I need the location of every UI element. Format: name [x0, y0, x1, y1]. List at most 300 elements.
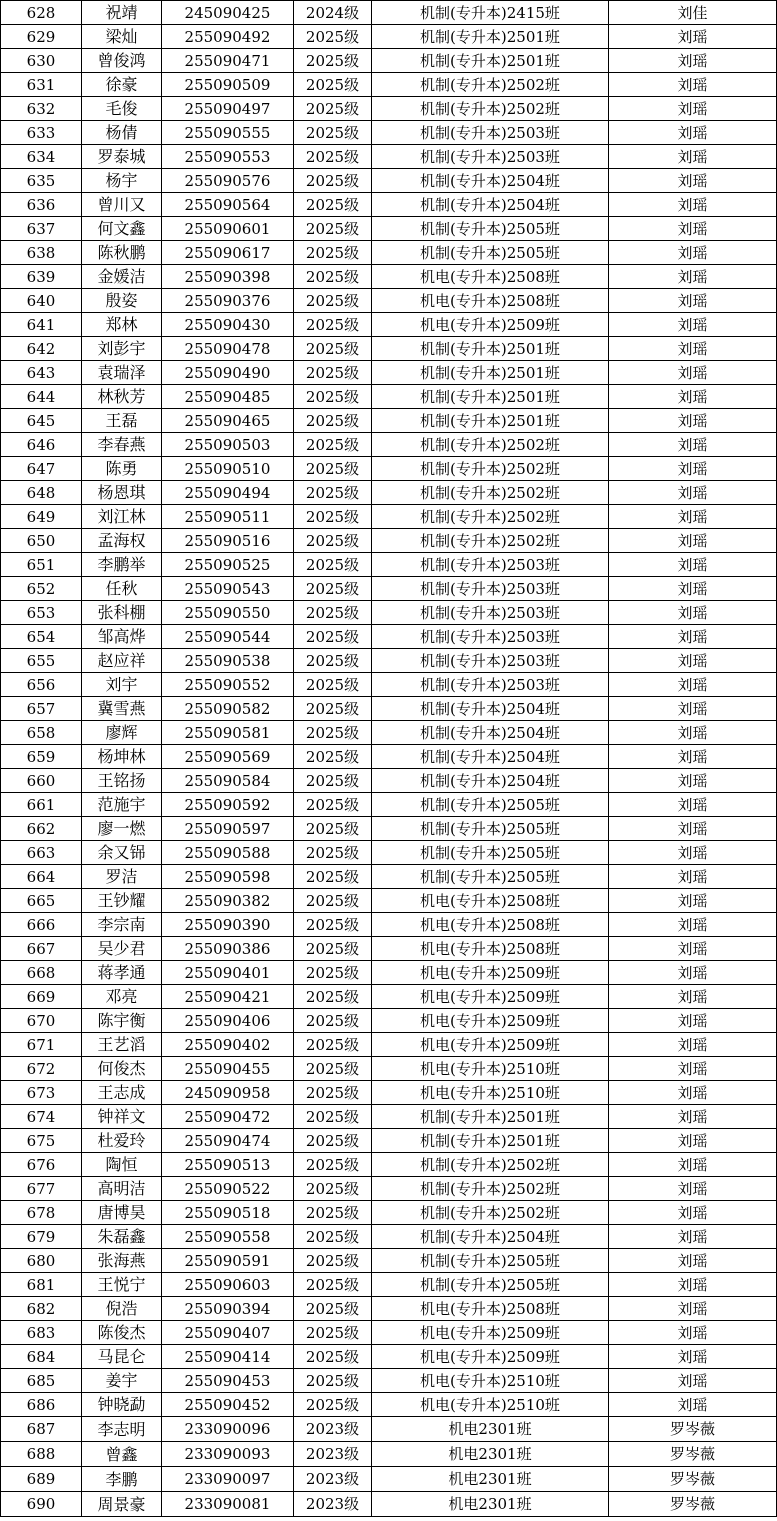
- advisor-name-cell: 刘瑶: [609, 1201, 777, 1225]
- advisor-name-cell: 刘瑶: [609, 1249, 777, 1273]
- student-name-cell: 杨坤林: [82, 745, 162, 769]
- advisor-name-cell: 刘瑶: [609, 985, 777, 1009]
- student-id-cell: 255090494: [162, 481, 294, 505]
- advisor-name-cell: 刘瑶: [609, 1345, 777, 1369]
- student-name-cell: 王铭扬: [82, 769, 162, 793]
- grade-year-cell: 2025级: [294, 385, 372, 409]
- advisor-name-cell: 刘瑶: [609, 793, 777, 817]
- advisor-name-cell: 刘瑶: [609, 553, 777, 577]
- student-id-cell: 255090550: [162, 601, 294, 625]
- grade-year-cell: 2025级: [294, 889, 372, 913]
- student-id-cell: 255090581: [162, 721, 294, 745]
- student-id-cell: 255090558: [162, 1225, 294, 1249]
- table-row: [1, 817, 777, 841]
- grade-year-cell: 2023级: [294, 1492, 372, 1517]
- student-id-cell: 255090401: [162, 961, 294, 985]
- student-name-cell: 余又铞: [82, 841, 162, 865]
- row-number-cell: 645: [1, 409, 82, 433]
- class-name-cell: 机电(专升本)2508班: [372, 265, 609, 289]
- grade-year-cell: 2025级: [294, 49, 372, 73]
- student-id-cell: 255090402: [162, 1033, 294, 1057]
- table-row: [1, 553, 777, 577]
- row-number-cell: 636: [1, 193, 82, 217]
- class-name-cell: 机制(专升本)2505班: [372, 1249, 609, 1273]
- table-row: [1, 361, 777, 385]
- table-row: [1, 481, 777, 505]
- advisor-name-cell: 刘瑶: [609, 1393, 777, 1417]
- grade-year-cell: 2025级: [294, 1057, 372, 1081]
- table-row: [1, 73, 777, 97]
- row-number-cell: 688: [1, 1442, 82, 1467]
- row-number-cell: 663: [1, 841, 82, 865]
- student-name-cell: 梁灿: [82, 25, 162, 49]
- student-id-cell: 233090081: [162, 1492, 294, 1517]
- class-name-cell: 机制(专升本)2502班: [372, 1153, 609, 1177]
- row-number-cell: 654: [1, 625, 82, 649]
- class-name-cell: 机制(专升本)2501班: [372, 49, 609, 73]
- row-number-cell: 676: [1, 1153, 82, 1177]
- class-name-cell: 机电(专升本)2510班: [372, 1369, 609, 1393]
- student-id-cell: 255090555: [162, 121, 294, 145]
- row-number-cell: 680: [1, 1249, 82, 1273]
- advisor-name-cell: 刘瑶: [609, 529, 777, 553]
- advisor-name-cell: 刘瑶: [609, 505, 777, 529]
- row-number-cell: 678: [1, 1201, 82, 1225]
- table-row: [1, 49, 777, 73]
- advisor-name-cell: 刘瑶: [609, 73, 777, 97]
- advisor-name-cell: 刘瑶: [609, 649, 777, 673]
- class-name-cell: 机制(专升本)2504班: [372, 745, 609, 769]
- student-name-cell: 陈宇衡: [82, 1009, 162, 1033]
- row-number-cell: 655: [1, 649, 82, 673]
- grade-year-cell: 2025级: [294, 865, 372, 889]
- advisor-name-cell: 刘瑶: [609, 577, 777, 601]
- student-name-cell: 杨宇: [82, 169, 162, 193]
- student-name-cell: 罗洁: [82, 865, 162, 889]
- student-id-cell: 255090407: [162, 1321, 294, 1345]
- class-name-cell: 机电(专升本)2509班: [372, 1321, 609, 1345]
- student-name-cell: 唐博昊: [82, 1201, 162, 1225]
- student-name-cell: 刘宇: [82, 673, 162, 697]
- advisor-name-cell: 刘瑶: [609, 1081, 777, 1105]
- grade-year-cell: 2025级: [294, 25, 372, 49]
- advisor-name-cell: 刘瑶: [609, 769, 777, 793]
- student-id-cell: 255090386: [162, 937, 294, 961]
- student-name-cell: 邹高烨: [82, 625, 162, 649]
- advisor-name-cell: 刘瑶: [609, 865, 777, 889]
- advisor-name-cell: 刘瑶: [609, 913, 777, 937]
- class-name-cell: 机制(专升本)2503班: [372, 577, 609, 601]
- grade-year-cell: 2025级: [294, 409, 372, 433]
- table-row: [1, 289, 777, 313]
- class-name-cell: 机制(专升本)2503班: [372, 649, 609, 673]
- advisor-name-cell: 刘瑶: [609, 1033, 777, 1057]
- row-number-cell: 651: [1, 553, 82, 577]
- table-row: [1, 1177, 777, 1201]
- row-number-cell: 641: [1, 313, 82, 337]
- grade-year-cell: 2025级: [294, 601, 372, 625]
- class-name-cell: 机制(专升本)2505班: [372, 865, 609, 889]
- row-number-cell: 662: [1, 817, 82, 841]
- row-number-cell: 681: [1, 1273, 82, 1297]
- student-name-cell: 吴少君: [82, 937, 162, 961]
- student-name-cell: 李宗南: [82, 913, 162, 937]
- table-row: [1, 265, 777, 289]
- row-number-cell: 649: [1, 505, 82, 529]
- table-row: [1, 1442, 777, 1467]
- row-number-cell: 637: [1, 217, 82, 241]
- row-number-cell: 682: [1, 1297, 82, 1321]
- advisor-name-cell: 罗岑薇: [609, 1492, 777, 1517]
- student-id-cell: 255090538: [162, 649, 294, 673]
- grade-year-cell: 2025级: [294, 313, 372, 337]
- row-number-cell: 690: [1, 1492, 82, 1517]
- grade-year-cell: 2025级: [294, 1129, 372, 1153]
- grade-year-cell: 2025级: [294, 1321, 372, 1345]
- row-number-cell: 669: [1, 985, 82, 1009]
- student-name-cell: 任秋: [82, 577, 162, 601]
- row-number-cell: 668: [1, 961, 82, 985]
- grade-year-cell: 2025级: [294, 1225, 372, 1249]
- row-number-cell: 635: [1, 169, 82, 193]
- student-name-cell: 陈勇: [82, 457, 162, 481]
- row-number-cell: 643: [1, 361, 82, 385]
- student-id-cell: 255090406: [162, 1009, 294, 1033]
- grade-year-cell: 2025级: [294, 1393, 372, 1417]
- student-name-cell: 朱磊鑫: [82, 1225, 162, 1249]
- advisor-name-cell: 刘瑶: [609, 433, 777, 457]
- student-id-cell: 255090430: [162, 313, 294, 337]
- student-name-cell: 王艺滔: [82, 1033, 162, 1057]
- advisor-name-cell: 刘瑶: [609, 1105, 777, 1129]
- student-id-cell: 255090543: [162, 577, 294, 601]
- student-id-cell: 255090617: [162, 241, 294, 265]
- class-name-cell: 机电(专升本)2510班: [372, 1057, 609, 1081]
- student-id-cell: 255090584: [162, 769, 294, 793]
- row-number-cell: 683: [1, 1321, 82, 1345]
- table-row: [1, 937, 777, 961]
- grade-year-cell: 2025级: [294, 241, 372, 265]
- advisor-name-cell: 刘瑶: [609, 385, 777, 409]
- table-row: [1, 1393, 777, 1417]
- student-id-cell: 255090390: [162, 913, 294, 937]
- class-name-cell: 机电(专升本)2509班: [372, 1345, 609, 1369]
- student-id-cell: 255090544: [162, 625, 294, 649]
- student-name-cell: 曾俊鸿: [82, 49, 162, 73]
- grade-year-cell: 2025级: [294, 433, 372, 457]
- student-id-cell: 255090569: [162, 745, 294, 769]
- class-name-cell: 机制(专升本)2504班: [372, 193, 609, 217]
- row-number-cell: 638: [1, 241, 82, 265]
- grade-year-cell: 2025级: [294, 1369, 372, 1393]
- advisor-name-cell: 刘瑶: [609, 1057, 777, 1081]
- class-name-cell: 机制(专升本)2505班: [372, 841, 609, 865]
- grade-year-cell: 2025级: [294, 265, 372, 289]
- grade-year-cell: 2025级: [294, 673, 372, 697]
- student-name-cell: 邓亮: [82, 985, 162, 1009]
- table-row: [1, 1417, 777, 1442]
- table-row: [1, 673, 777, 697]
- student-id-cell: 255090564: [162, 193, 294, 217]
- class-name-cell: 机电2301班: [372, 1442, 609, 1467]
- student-id-cell: 255090478: [162, 337, 294, 361]
- student-id-cell: 255090382: [162, 889, 294, 913]
- class-name-cell: 机制(专升本)2501班: [372, 385, 609, 409]
- class-name-cell: 机制(专升本)2502班: [372, 505, 609, 529]
- student-id-cell: 255090511: [162, 505, 294, 529]
- class-name-cell: 机电2301班: [372, 1467, 609, 1492]
- grade-year-cell: 2025级: [294, 553, 372, 577]
- class-name-cell: 机电(专升本)2508班: [372, 289, 609, 313]
- row-number-cell: 628: [1, 1, 82, 25]
- row-number-cell: 659: [1, 745, 82, 769]
- student-name-cell: 蒋孝通: [82, 961, 162, 985]
- roster-body: [1, 1, 777, 1517]
- row-number-cell: 661: [1, 793, 82, 817]
- grade-year-cell: 2025级: [294, 457, 372, 481]
- advisor-name-cell: 刘瑶: [609, 601, 777, 625]
- grade-year-cell: 2025级: [294, 937, 372, 961]
- student-id-cell: 255090525: [162, 553, 294, 577]
- class-name-cell: 机制(专升本)2415班: [372, 1, 609, 25]
- advisor-name-cell: 刘瑶: [609, 625, 777, 649]
- student-id-cell: 255090591: [162, 1249, 294, 1273]
- advisor-name-cell: 刘瑶: [609, 361, 777, 385]
- student-id-cell: 255090465: [162, 409, 294, 433]
- row-number-cell: 672: [1, 1057, 82, 1081]
- student-id-cell: 233090093: [162, 1442, 294, 1467]
- student-id-cell: 255090522: [162, 1177, 294, 1201]
- class-name-cell: 机制(专升本)2503班: [372, 121, 609, 145]
- student-name-cell: 林秋芳: [82, 385, 162, 409]
- class-name-cell: 机制(专升本)2502班: [372, 73, 609, 97]
- grade-year-cell: 2025级: [294, 1201, 372, 1225]
- student-id-cell: 245090425: [162, 1, 294, 25]
- table-row: [1, 889, 777, 913]
- student-name-cell: 王磊: [82, 409, 162, 433]
- advisor-name-cell: 刘瑶: [609, 889, 777, 913]
- student-id-cell: 255090510: [162, 457, 294, 481]
- table-row: [1, 1345, 777, 1369]
- student-id-cell: 255090597: [162, 817, 294, 841]
- student-name-cell: 袁瑞泽: [82, 361, 162, 385]
- table-row: [1, 145, 777, 169]
- row-number-cell: 667: [1, 937, 82, 961]
- grade-year-cell: 2025级: [294, 697, 372, 721]
- table-row: [1, 913, 777, 937]
- table-row: [1, 217, 777, 241]
- table-row: [1, 97, 777, 121]
- student-name-cell: 王悦宁: [82, 1273, 162, 1297]
- row-number-cell: 658: [1, 721, 82, 745]
- student-name-cell: 范施宇: [82, 793, 162, 817]
- student-name-cell: 杨恩琪: [82, 481, 162, 505]
- class-name-cell: 机电(专升本)2510班: [372, 1081, 609, 1105]
- class-name-cell: 机制(专升本)2502班: [372, 97, 609, 121]
- class-name-cell: 机制(专升本)2504班: [372, 721, 609, 745]
- table-row: [1, 961, 777, 985]
- row-number-cell: 660: [1, 769, 82, 793]
- student-name-cell: 李鹏举: [82, 553, 162, 577]
- student-id-cell: 255090503: [162, 433, 294, 457]
- advisor-name-cell: 刘瑶: [609, 745, 777, 769]
- grade-year-cell: 2025级: [294, 1153, 372, 1177]
- grade-year-cell: 2025级: [294, 73, 372, 97]
- table-row: [1, 577, 777, 601]
- grade-year-cell: 2025级: [294, 217, 372, 241]
- row-number-cell: 670: [1, 1009, 82, 1033]
- class-name-cell: 机制(专升本)2504班: [372, 169, 609, 193]
- student-id-cell: 245090958: [162, 1081, 294, 1105]
- advisor-name-cell: 刘瑶: [609, 817, 777, 841]
- row-number-cell: 630: [1, 49, 82, 73]
- grade-year-cell: 2025级: [294, 1345, 372, 1369]
- row-number-cell: 677: [1, 1177, 82, 1201]
- student-name-cell: 金媛洁: [82, 265, 162, 289]
- advisor-name-cell: 刘瑶: [609, 1129, 777, 1153]
- student-id-cell: 255090490: [162, 361, 294, 385]
- row-number-cell: 631: [1, 73, 82, 97]
- grade-year-cell: 2025级: [294, 1009, 372, 1033]
- advisor-name-cell: 刘瑶: [609, 241, 777, 265]
- student-name-cell: 高明洁: [82, 1177, 162, 1201]
- class-name-cell: 机制(专升本)2503班: [372, 145, 609, 169]
- class-name-cell: 机制(专升本)2505班: [372, 793, 609, 817]
- student-name-cell: 毛俊: [82, 97, 162, 121]
- student-name-cell: 孟海权: [82, 529, 162, 553]
- student-name-cell: 刘彭宇: [82, 337, 162, 361]
- grade-year-cell: 2025级: [294, 121, 372, 145]
- row-number-cell: 687: [1, 1417, 82, 1442]
- student-name-cell: 陈俊杰: [82, 1321, 162, 1345]
- student-id-cell: 255090471: [162, 49, 294, 73]
- student-name-cell: 赵应祥: [82, 649, 162, 673]
- student-name-cell: 倪浩: [82, 1297, 162, 1321]
- student-name-cell: 张科棚: [82, 601, 162, 625]
- class-name-cell: 机电(专升本)2509班: [372, 961, 609, 985]
- student-id-cell: 233090097: [162, 1467, 294, 1492]
- row-number-cell: 679: [1, 1225, 82, 1249]
- class-name-cell: 机制(专升本)2503班: [372, 625, 609, 649]
- grade-year-cell: 2025级: [294, 1081, 372, 1105]
- grade-year-cell: 2025级: [294, 913, 372, 937]
- class-name-cell: 机电2301班: [372, 1492, 609, 1517]
- advisor-name-cell: 刘瑶: [609, 1009, 777, 1033]
- student-name-cell: 王钞耀: [82, 889, 162, 913]
- row-number-cell: 675: [1, 1129, 82, 1153]
- advisor-name-cell: 刘瑶: [609, 337, 777, 361]
- advisor-name-cell: 刘瑶: [609, 121, 777, 145]
- student-id-cell: 255090394: [162, 1297, 294, 1321]
- advisor-name-cell: 刘佳: [609, 1, 777, 25]
- student-id-cell: 255090603: [162, 1273, 294, 1297]
- student-id-cell: 255090492: [162, 25, 294, 49]
- class-name-cell: 机制(专升本)2501班: [372, 1129, 609, 1153]
- table-row: [1, 1081, 777, 1105]
- advisor-name-cell: 刘瑶: [609, 25, 777, 49]
- grade-year-cell: 2025级: [294, 1249, 372, 1273]
- student-id-cell: 255090576: [162, 169, 294, 193]
- advisor-name-cell: 刘瑶: [609, 1369, 777, 1393]
- row-number-cell: 639: [1, 265, 82, 289]
- grade-year-cell: 2025级: [294, 481, 372, 505]
- advisor-name-cell: 刘瑶: [609, 457, 777, 481]
- student-id-cell: 255090452: [162, 1393, 294, 1417]
- student-name-cell: 李鹏: [82, 1467, 162, 1492]
- student-name-cell: 郑林: [82, 313, 162, 337]
- grade-year-cell: 2025级: [294, 745, 372, 769]
- row-number-cell: 629: [1, 25, 82, 49]
- class-name-cell: 机电2301班: [372, 1417, 609, 1442]
- class-name-cell: 机制(专升本)2505班: [372, 817, 609, 841]
- grade-year-cell: 2025级: [294, 577, 372, 601]
- grade-year-cell: 2025级: [294, 529, 372, 553]
- advisor-name-cell: 刘瑶: [609, 1273, 777, 1297]
- class-name-cell: 机制(专升本)2501班: [372, 409, 609, 433]
- advisor-name-cell: 刘瑶: [609, 961, 777, 985]
- row-number-cell: 666: [1, 913, 82, 937]
- class-name-cell: 机制(专升本)2505班: [372, 1273, 609, 1297]
- grade-year-cell: 2025级: [294, 169, 372, 193]
- student-id-cell: 233090096: [162, 1417, 294, 1442]
- grade-year-cell: 2025级: [294, 793, 372, 817]
- table-row: [1, 1105, 777, 1129]
- student-name-cell: 马昆仑: [82, 1345, 162, 1369]
- student-id-cell: 255090453: [162, 1369, 294, 1393]
- row-number-cell: 684: [1, 1345, 82, 1369]
- grade-year-cell: 2025级: [294, 337, 372, 361]
- grade-year-cell: 2024级: [294, 1, 372, 25]
- grade-year-cell: 2023级: [294, 1467, 372, 1492]
- table-row: [1, 1297, 777, 1321]
- advisor-name-cell: 刘瑶: [609, 217, 777, 241]
- row-number-cell: 652: [1, 577, 82, 601]
- class-name-cell: 机制(专升本)2503班: [372, 673, 609, 697]
- class-name-cell: 机电(专升本)2509班: [372, 1009, 609, 1033]
- class-name-cell: 机电(专升本)2509班: [372, 313, 609, 337]
- student-name-cell: 殷姿: [82, 289, 162, 313]
- grade-year-cell: 2025级: [294, 625, 372, 649]
- table-row: [1, 409, 777, 433]
- advisor-name-cell: 刘瑶: [609, 1297, 777, 1321]
- table-row: [1, 649, 777, 673]
- class-name-cell: 机电(专升本)2508班: [372, 913, 609, 937]
- table-row: [1, 1369, 777, 1393]
- advisor-name-cell: 罗岑薇: [609, 1467, 777, 1492]
- student-id-cell: 255090376: [162, 289, 294, 313]
- advisor-name-cell: 刘瑶: [609, 193, 777, 217]
- row-number-cell: 640: [1, 289, 82, 313]
- table-row: [1, 769, 777, 793]
- student-id-cell: 255090601: [162, 217, 294, 241]
- table-row: [1, 337, 777, 361]
- student-name-cell: 曾川又: [82, 193, 162, 217]
- class-name-cell: 机制(专升本)2501班: [372, 337, 609, 361]
- table-row: [1, 193, 777, 217]
- student-id-cell: 255090582: [162, 697, 294, 721]
- table-row: [1, 1, 777, 25]
- student-id-cell: 255090553: [162, 145, 294, 169]
- student-name-cell: 李春燕: [82, 433, 162, 457]
- student-name-cell: 何俊杰: [82, 1057, 162, 1081]
- table-row: [1, 121, 777, 145]
- class-name-cell: 机制(专升本)2502班: [372, 481, 609, 505]
- student-id-cell: 255090513: [162, 1153, 294, 1177]
- grade-year-cell: 2025级: [294, 985, 372, 1009]
- row-number-cell: 657: [1, 697, 82, 721]
- row-number-cell: 689: [1, 1467, 82, 1492]
- advisor-name-cell: 罗岑薇: [609, 1417, 777, 1442]
